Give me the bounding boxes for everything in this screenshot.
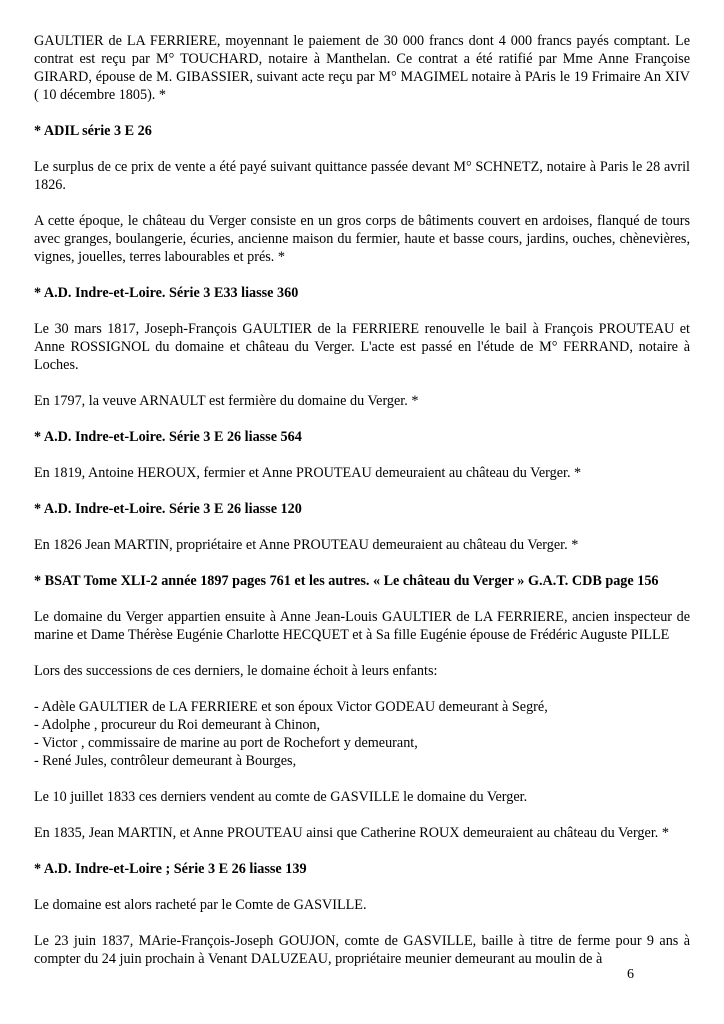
paragraph-sale-contract: GAULTIER de LA FERRIERE, moyennant le paiement de 30 000 francs dont 4 000 francs payés comptant. Le contrat est reçu par M° TOUCHARD, notaire à Manthelan. Ce contrat a été ratifié par Mme Anne Françoise GIRARD, épouse de M. GIBASSIER, suivant acte reçu par M° MAGIMEL notaire à PAris le 19 Frimaire An XIV ( 10 décembre 1805). * xyxy=(34,33,690,103)
paragraph-payment-receipt: Le surplus de ce prix de vente a été payé suivant quittance passée devant M° SCHNETZ, notaire à Paris le 28 avril 1826. xyxy=(34,159,690,193)
heir-list-item: - René Jules, contrôleur demeurant à Bourges, xyxy=(34,753,297,769)
heir-list-item: - Victor , commissaire de marine au port de Rochefort y demeurant, xyxy=(34,735,418,751)
source-heading-liasse-564: * A.D. Indre-et-Loire. Série 3 E 26 liasse 564 xyxy=(34,429,302,445)
paragraph-martin-1826: En 1826 Jean MARTIN, propriétaire et Anne PROUTEAU demeuraient au château du Verger. * xyxy=(34,537,579,553)
paragraph-lease-1837: Le 23 juin 1837, MArie-François-Joseph GOUJON, comte de GASVILLE, baille à titre de ferme pour 9 ans à compter du 24 juin prochain à Venant DALUZEAU, propriétaire meunier demeurant au moulin de à xyxy=(34,933,690,967)
paragraph-heroux-1819: En 1819, Antoine HEROUX, fermier et Anne PROUTEAU demeuraient au château du Verger. * xyxy=(34,465,582,481)
heir-list-item: - Adèle GAULTIER de LA FERRIERE et son époux Victor GODEAU demeurant à Segré, xyxy=(34,699,548,715)
paragraph-lease-1817: Le 30 mars 1817, Joseph-François GAULTIER de la FERRIERE renouvelle le bail à François PROUTEAU et Anne ROSSIGNOL du domaine et château du Verger. L'acte est passé en l'étude de M° FERRAND, notaire à Loches. xyxy=(34,321,690,373)
document-page xyxy=(34,32,690,968)
source-heading-adil: * ADIL série 3 E 26 xyxy=(34,123,152,139)
paragraph-gasville-purchase: Le domaine est alors racheté par le Comte de GASVILLE. xyxy=(34,897,367,913)
page-number: 6 xyxy=(627,967,634,982)
paragraph-sale-1833: Le 10 juillet 1833 ces derniers vendent au comte de GASVILLE le domaine du Verger. xyxy=(34,789,528,805)
source-heading-liasse-360: * A.D. Indre-et-Loire. Série 3 E33 liasse 360 xyxy=(34,285,299,301)
paragraph-residents-1835: En 1835, Jean MARTIN, et Anne PROUTEAU ainsi que Catherine ROUX demeuraient au château du Verger. * xyxy=(34,825,669,841)
paragraph-chateau-description: A cette époque, le château du Verger consiste en un gros corps de bâtiments couvert en ardoises, flanqué de tours avec granges, boulangerie, écuries, ancienne maison du fermier, haute et basse cours, jardins, ouches, chènevières, vignes, jouelles, terres labourables et prés. * xyxy=(34,213,690,265)
source-heading-bsat: * BSAT Tome XLI-2 année 1897 pages 761 et les autres. « Le château du Verger » G.A.T. CDB page 156 xyxy=(34,573,659,589)
paragraph-successions: Lors des successions de ces derniers, le domaine échoit à leurs enfants: xyxy=(34,663,438,679)
paragraph-domain-owners: Le domaine du Verger appartien ensuite à Anne Jean-Louis GAULTIER de LA FERRIERE, ancien inspecteur de marine et Dame Thérèse Eugénie Charlotte HECQUET et à Sa fille Eugénie épouse de Frédéric Auguste PILLE xyxy=(34,609,690,643)
heir-list-item: - Adolphe , procureur du Roi demeurant à Chinon, xyxy=(34,717,321,733)
source-heading-liasse-139: * A.D. Indre-et-Loire ; Série 3 E 26 liasse 139 xyxy=(34,861,307,877)
source-heading-liasse-120: * A.D. Indre-et-Loire. Série 3 E 26 liasse 120 xyxy=(34,501,302,517)
paragraph-arnault-1797: En 1797, la veuve ARNAULT est fermière du domaine du Verger. * xyxy=(34,393,419,409)
heirs-list xyxy=(34,698,690,770)
